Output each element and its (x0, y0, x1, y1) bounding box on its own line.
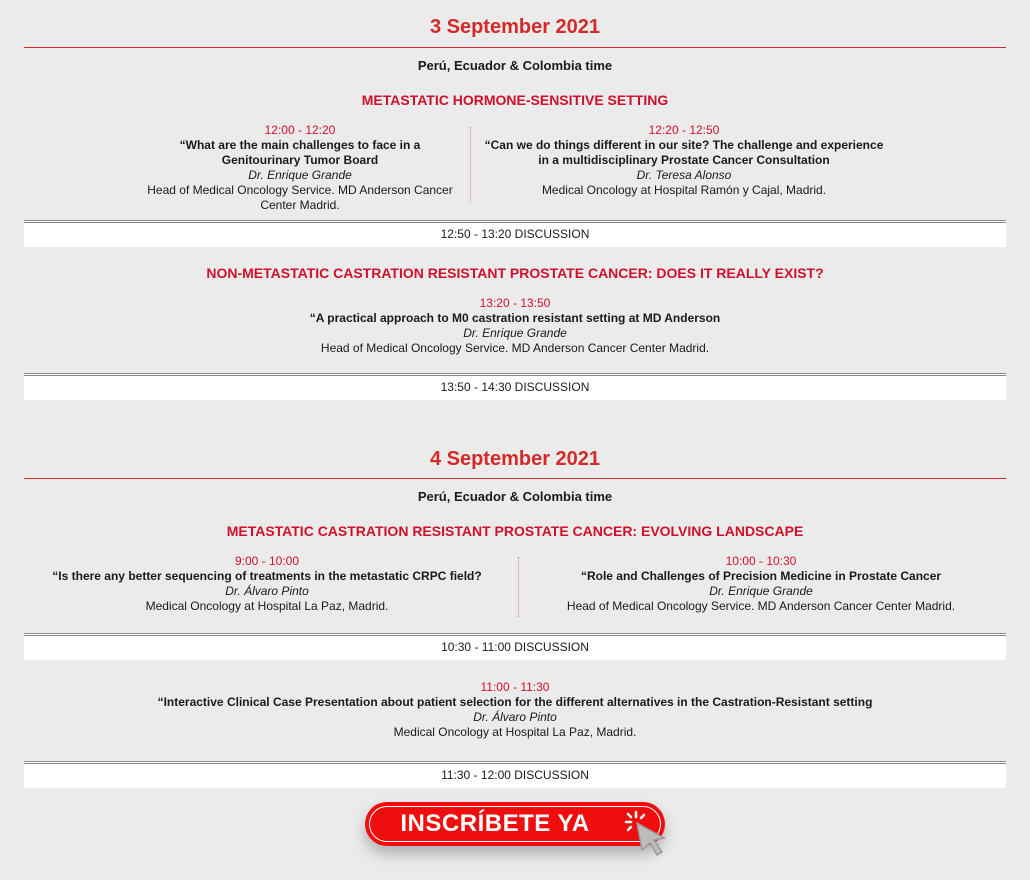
affiliation: Head of Medical Oncology Service. MD Anderson Cancer Center Madrid. (566, 599, 956, 613)
discussion-bar: 12:50 - 13:20 DISCUSSION (24, 220, 1006, 247)
section-title: METASTATIC HORMONE-SENSITIVE SETTING (361, 92, 669, 108)
discussion-bar: 10:30 - 11:00 DISCUSSION (24, 633, 1006, 660)
divider (24, 47, 1006, 48)
discussion-bar: 11:30 - 12:00 DISCUSSION (24, 761, 1006, 788)
talk (140, 122, 460, 213)
talk-time: 10:00 - 10:30 (725, 554, 797, 568)
column-divider (470, 127, 471, 202)
speaker: Dr. Enrique Grande (709, 584, 813, 598)
affiliation: Head of Medical Oncology Service. MD Anderson Cancer Center Madrid. (147, 183, 453, 212)
affiliation: Medical Oncology at Hospital Ramón y Cajal, Madrid. (541, 183, 827, 197)
register-button-label: INSCRÍBETE YA (400, 810, 590, 837)
timezone: Perú, Ecuador & Colombia time (417, 58, 613, 73)
speaker: Dr. Álvaro Pinto (225, 584, 309, 598)
cursor-click-icon (622, 810, 674, 860)
talk (0, 679, 1030, 740)
section-title: METASTATIC CASTRATION RESISTANT PROSTATE CANCER: EVOLVING LANDSCAPE (226, 523, 804, 539)
talk-title: “Is there any better sequencing of treatments in the metastatic CRPC field? (52, 569, 482, 583)
talk-time: 13:20 - 13:50 (479, 296, 551, 310)
divider (24, 478, 1006, 479)
affiliation: Medical Oncology at Hospital La Paz, Madrid. (145, 599, 389, 613)
day-title: 4 September 2021 (429, 448, 601, 470)
talk-title: “A practical approach to M0 castration resistant setting at MD Anderson (309, 311, 721, 325)
talk-time: 9:00 - 10:00 (234, 554, 300, 568)
affiliation: Head of Medical Oncology Service. MD Anderson Cancer Center Madrid. (320, 341, 710, 355)
speaker: Dr. Teresa Alonso (636, 168, 732, 182)
day-title: 3 September 2021 (429, 16, 601, 38)
column-divider (518, 557, 519, 617)
register-button[interactable] (365, 802, 665, 846)
speaker: Dr. Enrique Grande (463, 326, 567, 340)
affiliation: Medical Oncology at Hospital La Paz, Madrid. (393, 725, 637, 739)
button-inner-border (369, 806, 661, 842)
talk-time: 12:00 - 12:20 (264, 123, 336, 137)
talk-title: “What are the main challenges to face in a Genitourinary Tumor Board (179, 138, 421, 167)
talk-title: “Role and Challenges of Precision Medicine in Prostate Cancer (580, 569, 942, 583)
timezone: Perú, Ecuador & Colombia time (417, 489, 613, 504)
talk (22, 553, 512, 614)
speaker: Dr. Álvaro Pinto (473, 710, 557, 724)
talk-time: 11:00 - 11:30 (480, 680, 550, 694)
talk (484, 122, 884, 198)
talk (0, 295, 1030, 356)
speaker: Dr. Enrique Grande (248, 168, 352, 182)
talk-title: “Can we do things different in our site? The challenge and experience in a multidisciplinary Prostate Cancer Consultation (484, 138, 884, 167)
discussion-bar: 13:50 - 14:30 DISCUSSION (24, 373, 1006, 400)
talk-time: 12:20 - 12:50 (648, 123, 720, 137)
talk-title: “Interactive Clinical Case Presentation about patient selection for the different alternatives in the Castration-Resistant setting (157, 695, 873, 709)
section-title: NON-METASTATIC CASTRATION RESISTANT PROSTATE CANCER: DOES IT REALLY EXIST? (206, 265, 824, 281)
talk (526, 553, 996, 614)
